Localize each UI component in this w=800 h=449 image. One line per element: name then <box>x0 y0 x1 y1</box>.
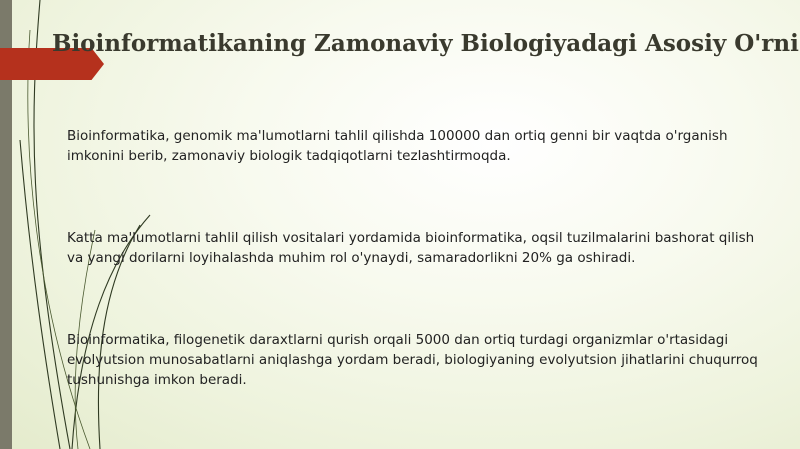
body-paragraph-2: Katta ma'lumotlarni tahlil qilish vositalari yordamida bioinformatika, oqsil tuzilmalarini bashorat qilish va yangi dorilarni loyihalashda muhim rol o'ynaydi, samaradorlikni 20% ga oshiradi. <box>67 230 755 266</box>
body-paragraph-3: Bioinformatika, filogenetik daraxtlarni qurish orqali 5000 dan ortiq turdagi organizmlar o'rtasidagi evolyutsion munosabatlarni aniqlashga yordam beradi, biologiyaning evolyutsion jihatlarini chuqurroq tushunishga imkon beradi. <box>67 332 758 388</box>
body-paragraph-1: Bioinformatika, genomik ma'lumotlarni tahlil qilishda 100000 dan ortiq genni bir vaqtda o'rganish imkonini berib, zamonaviy biologik tadqiqotlarni tezlashtirmoqda. <box>67 128 728 164</box>
slide-title: Bioinformatikaning Zamonaviy Biologiyadagi Asosiy O'rni <box>52 30 799 57</box>
